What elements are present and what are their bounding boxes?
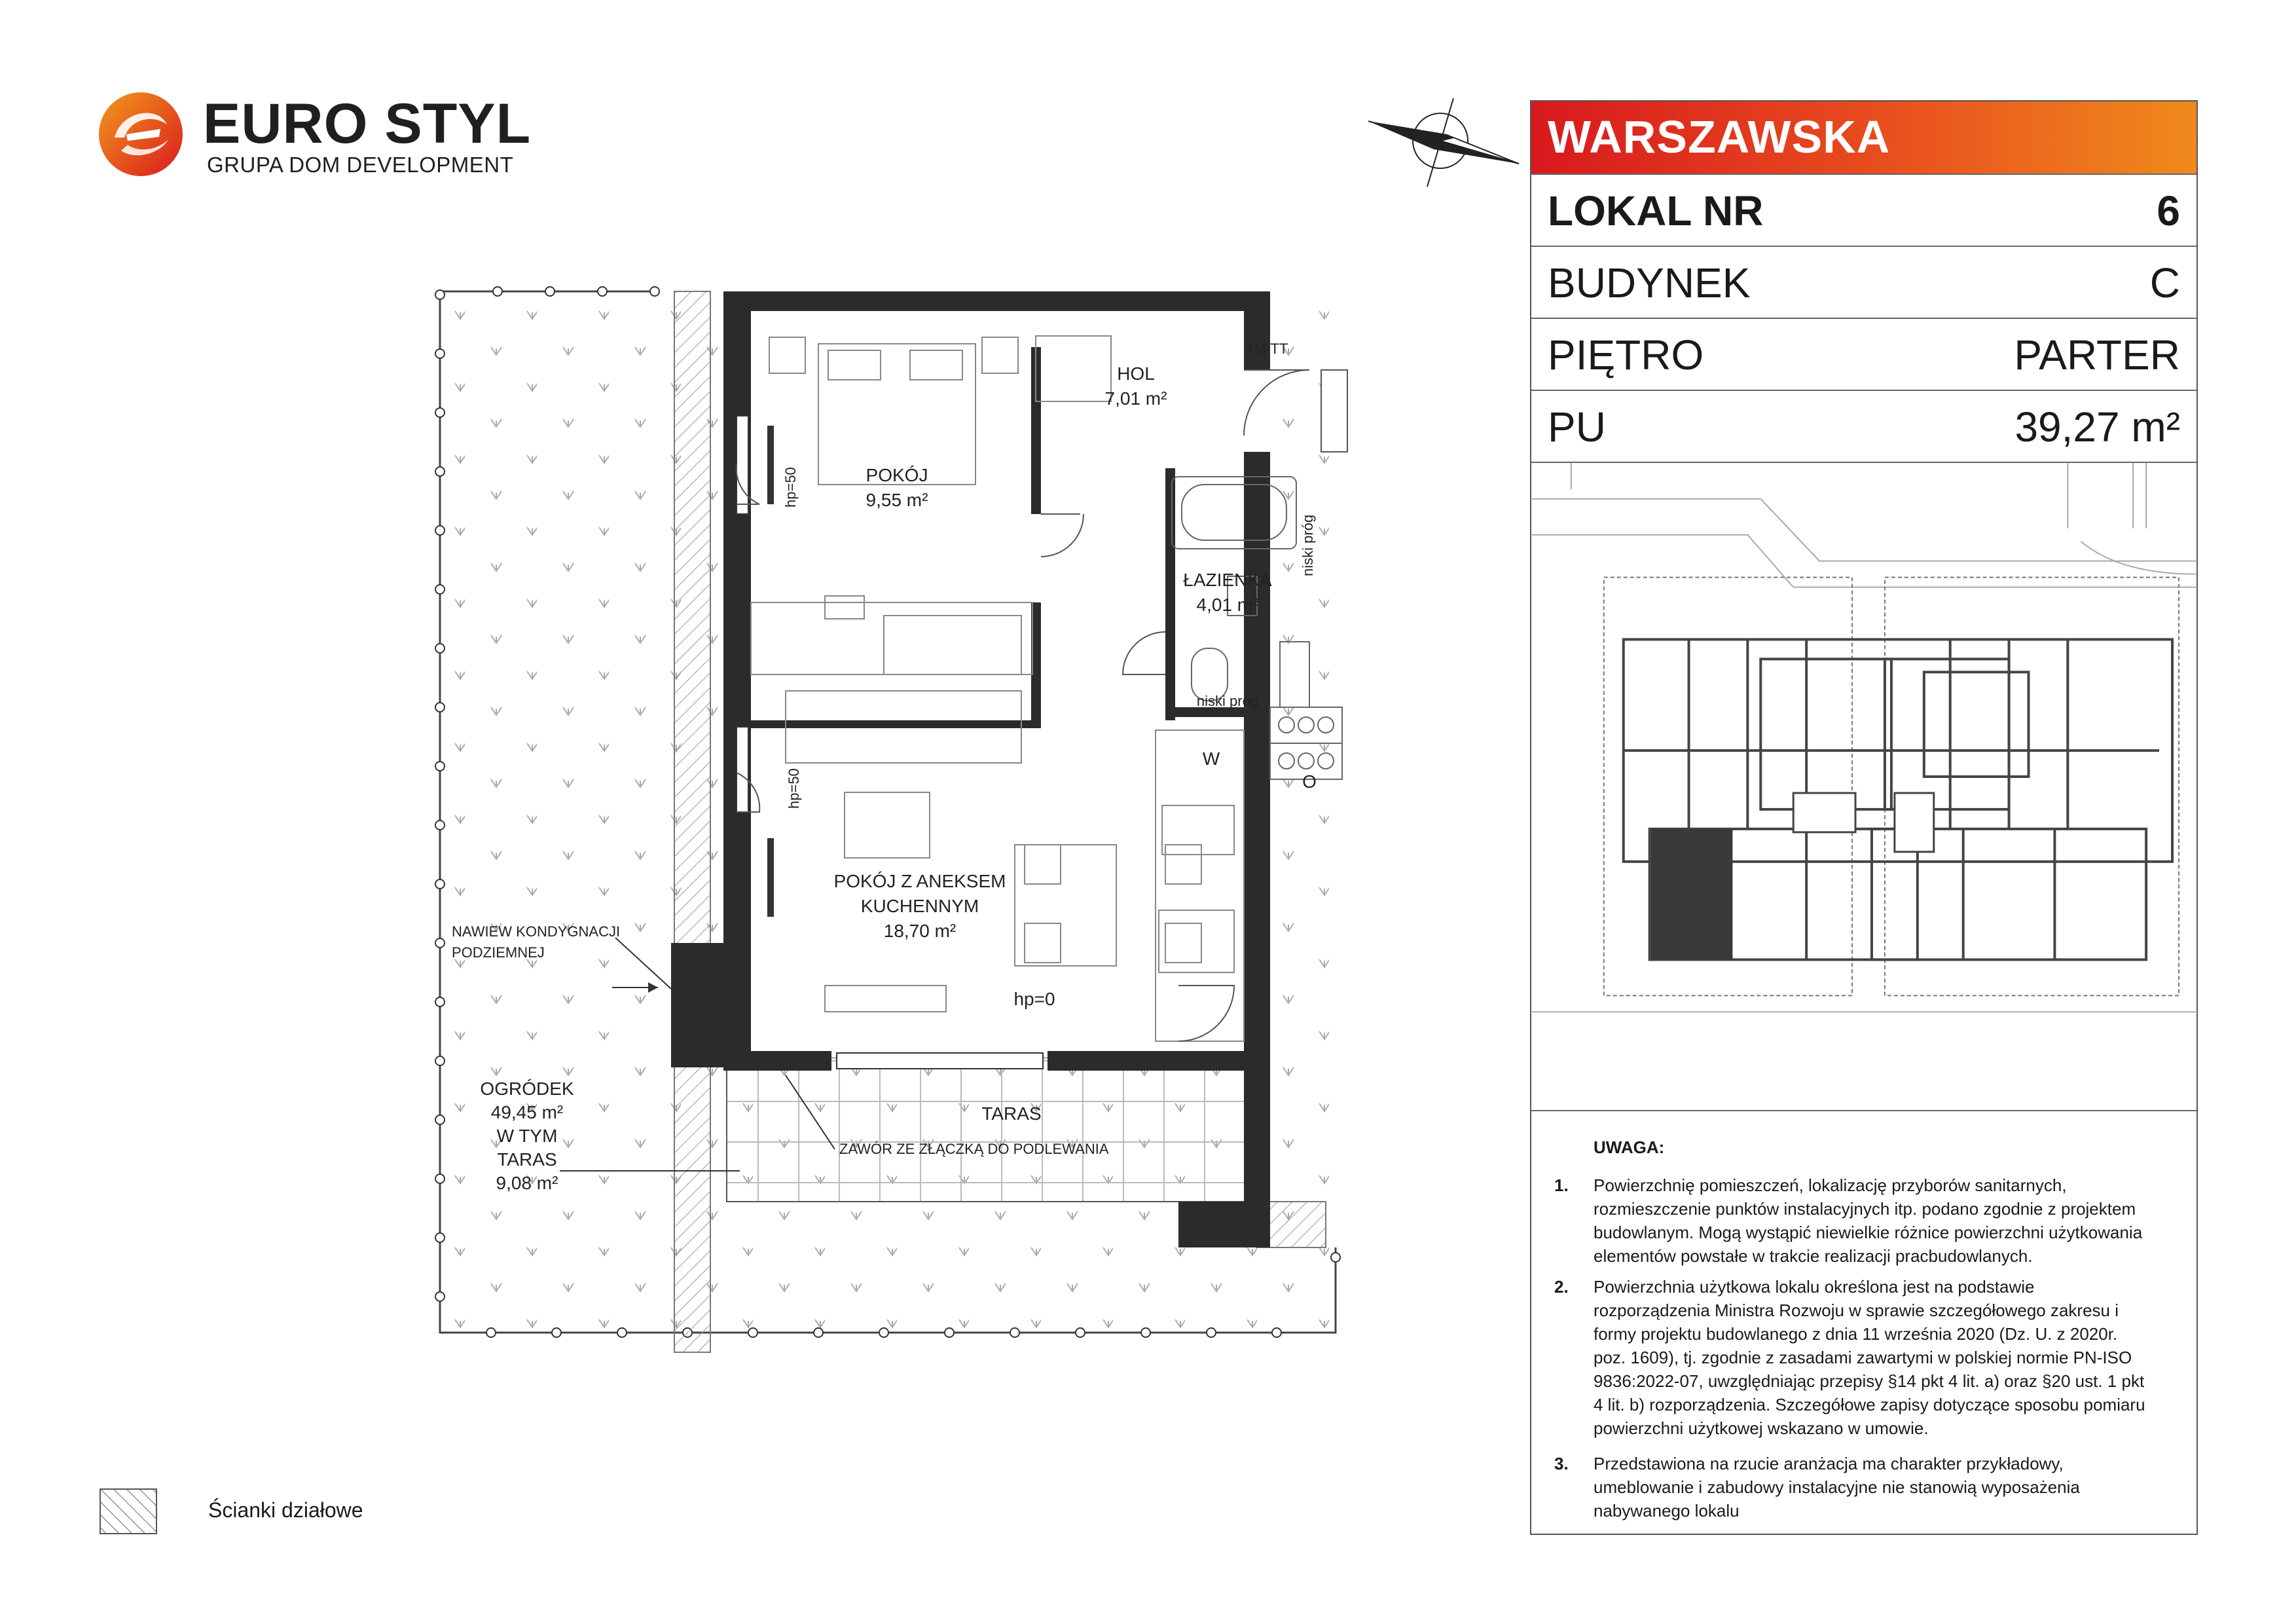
pokoj-area: 9,55 m² bbox=[866, 490, 928, 510]
garden-label-4: TARAS bbox=[497, 1149, 557, 1170]
hp0-label: hp=0 bbox=[1013, 989, 1055, 1009]
hol-area: 7,01 m² bbox=[1104, 388, 1167, 409]
note-number: 3. bbox=[1554, 1454, 1569, 1473]
info-label: LOKAL NR bbox=[1548, 187, 1764, 234]
brand-name: EURO STYL bbox=[203, 92, 532, 155]
info-value: 39,27 m² bbox=[2014, 403, 2180, 451]
note-number: 1. bbox=[1554, 1175, 1569, 1195]
info-label: PIĘTRO bbox=[1548, 331, 1704, 378]
o-label: O bbox=[1302, 771, 1317, 792]
info-value: PARTER bbox=[2014, 331, 2180, 378]
apartment-info-panel bbox=[1530, 100, 2198, 1535]
salon-label-1: POKÓJ Z ANEKSEM bbox=[833, 871, 1006, 891]
brand-logo-icon bbox=[95, 88, 187, 180]
brand-tagline: GRUPA DOM DEVELOPMENT bbox=[207, 153, 514, 177]
taras-label: TARAS bbox=[981, 1103, 1042, 1124]
info-value: C bbox=[2149, 259, 2180, 306]
info-row-lokal bbox=[1531, 174, 2196, 246]
terrace bbox=[727, 1058, 1264, 1202]
notes-section bbox=[1531, 1110, 2196, 1534]
info-row-pu bbox=[1531, 390, 2196, 462]
garden-label-1: OGRÓDEK bbox=[480, 1079, 574, 1099]
zawor-label: ZAWÓR ZE ZŁĄCZKĄ DO PODLEWANIA bbox=[839, 1141, 1109, 1157]
notes-title: UWAGA: bbox=[1594, 1137, 1665, 1157]
info-label: PU bbox=[1548, 403, 1606, 451]
lazienka-area: 4,01 m² bbox=[1196, 595, 1259, 615]
investment-header bbox=[1531, 101, 2196, 174]
floor-plan bbox=[393, 249, 1408, 1375]
garden-label-3: W TYM bbox=[496, 1126, 558, 1146]
tm-label: TM/TT bbox=[1245, 341, 1288, 357]
hp50-label-lower: hp=50 bbox=[786, 768, 802, 809]
niski-prog-horizontal: niski próg bbox=[1196, 693, 1259, 709]
info-value: 6 bbox=[2157, 187, 2180, 234]
legend-label: Ścianki działowe bbox=[208, 1498, 363, 1522]
salon-area: 18,70 m² bbox=[883, 921, 957, 941]
partition-strip bbox=[674, 291, 710, 1352]
investment-name: WARSZAWSKA bbox=[1548, 111, 1891, 162]
hp50-label-upper: hp=50 bbox=[782, 467, 799, 507]
nawiew-label-1: NAWIEW KONDYGNACJI bbox=[452, 923, 621, 940]
note-text: Powierzchnię pomieszczeń, lokalizację przyborów sanitarnych, rozmieszczenie punktów instalacyjnych itp. podano zgodnie z projektem budowlanym. Mogą wystąpić niewielkie różnice powierzchni użytkowania elementów powstałe w trakcie realizacji pracbudowlanych. bbox=[1594, 1175, 2143, 1266]
w-label: W bbox=[1202, 748, 1220, 769]
info-row-pietro bbox=[1531, 318, 2196, 390]
info-row-budynek bbox=[1531, 246, 2196, 318]
pokoj-label: POKÓJ bbox=[866, 465, 928, 485]
highlighted-unit bbox=[1651, 829, 1733, 960]
north-arrow-icon bbox=[1355, 92, 1525, 196]
nawiew-label-2: PODZIEMNEJ bbox=[452, 944, 545, 961]
info-label: BUDYNEK bbox=[1548, 259, 1751, 306]
note-text: Powierzchnia użytkowa lokalu określona jest na podstawie rozporządzenia Ministra Rozwoju w sprawie szczegółowego zakresu i formy projektu budowlanego z dnia 11 września 2020 (Dz. U. z 2020r. poz. 1609), tj. zgodnie z zasadami zawartymi w polskiej normie PN-ISO 9836:2022-07, uwzględniając przepisy §14 pkt 4 lit. a) oraz §20 ust. 1 pkt 4 lit. b) rozporządzenia. Szczegółowe zapisy dotyczące sposobu pomiaru powierzchni użytkowej wskazano w umowie. bbox=[1594, 1277, 2145, 1438]
lazienka-label: ŁAZIENKA bbox=[1183, 570, 1272, 590]
salon-label-2: KUCHENNYM bbox=[860, 896, 979, 916]
building-key-plan bbox=[1531, 462, 2196, 1110]
niski-prog-vertical: niski próg bbox=[1300, 514, 1316, 576]
garden-label-2: 49,45 m² bbox=[490, 1102, 564, 1122]
note-text: Przedstawiona na rzucie aranżacja ma charakter przykładowy, umeblowanie i zabudowy instalacyjne nie stanowią wyposażenia nabywanego lokalu bbox=[1594, 1454, 2080, 1521]
hol-label: HOL bbox=[1117, 363, 1155, 384]
garden-label-5: 9,08 m² bbox=[496, 1173, 558, 1193]
note-number: 2. bbox=[1554, 1277, 1569, 1297]
partition-legend-icon bbox=[100, 1488, 157, 1534]
